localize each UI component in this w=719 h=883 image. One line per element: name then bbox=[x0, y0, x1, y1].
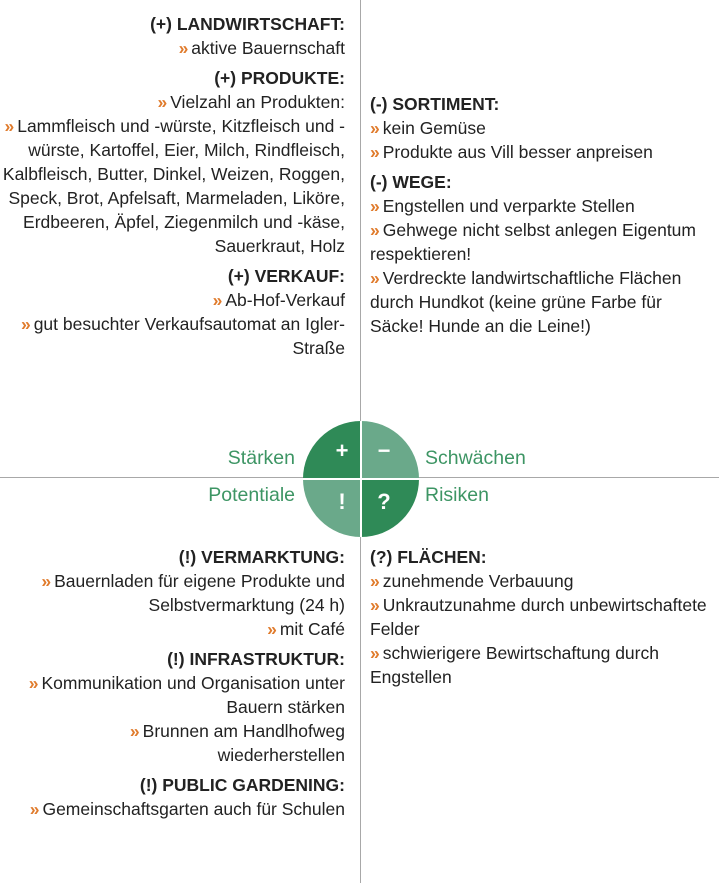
item-text: kein Gemüse bbox=[382, 118, 486, 138]
section bbox=[370, 170, 715, 338]
list-item bbox=[0, 617, 345, 641]
list-item bbox=[370, 140, 715, 164]
label-risks: Risiken bbox=[425, 484, 489, 506]
bullet-marker: » bbox=[370, 571, 380, 591]
list-item bbox=[370, 593, 715, 641]
item-text: schwierigere Bewirtschaftung durch Engstellen bbox=[370, 643, 659, 687]
item-text: Vielzahl an Produkten: bbox=[170, 92, 345, 112]
item-text: Verdreckte landwirtschaftliche Flächen durch Hundkot (keine grüne Farbe für Säcke! Hunde an die Leine!) bbox=[370, 268, 682, 336]
section-heading: (+) PRODUKTE: bbox=[214, 68, 345, 88]
list-item bbox=[370, 569, 715, 593]
section bbox=[0, 545, 345, 641]
list-item bbox=[370, 116, 715, 140]
quadrant-weaknesses bbox=[370, 92, 715, 344]
list-item bbox=[0, 312, 345, 360]
label-potentials: Potentiale bbox=[208, 484, 295, 506]
bullet-marker: » bbox=[4, 116, 15, 136]
list-item bbox=[0, 719, 345, 767]
question-symbol: ? bbox=[377, 489, 391, 514]
bullet-marker: » bbox=[20, 314, 31, 334]
bullet-marker: » bbox=[29, 799, 40, 819]
label-strengths: Stärken bbox=[227, 447, 295, 469]
section bbox=[0, 12, 345, 60]
bullet-marker: » bbox=[267, 619, 277, 639]
section bbox=[0, 264, 345, 360]
section bbox=[0, 66, 345, 258]
bullet-marker: » bbox=[178, 38, 189, 58]
item-text: Bauernladen für eigene Produkte und Selbstvermarktung (24 h) bbox=[54, 571, 345, 615]
item-text: Engstellen und verparkte Stellen bbox=[382, 196, 635, 216]
section bbox=[0, 773, 345, 821]
bullet-marker: » bbox=[370, 595, 380, 615]
bullet-marker: » bbox=[28, 673, 39, 693]
quadrant-strengths bbox=[0, 12, 345, 366]
list-item bbox=[370, 266, 715, 338]
bullet-marker: » bbox=[157, 92, 168, 112]
list-item bbox=[0, 797, 345, 821]
bullet-marker: » bbox=[370, 196, 380, 216]
section-heading: (!) PUBLIC GARDENING: bbox=[139, 775, 345, 795]
item-text: gut besuchter Verkaufsautomat an Igler-Straße bbox=[33, 314, 345, 358]
item-text: Lammfleisch und -würste, Kitzfleisch und -würste, Kartoffel, Eier, Milch, Rindfleisch, Kalbfleisch, Butter, Dinkel, Weizen, Roggen, Speck, Brot, Apfelsaft, Marmeladen, Liköre, Erdbeeren, Äpfel, Ziegenmilch und -käse, Sauerkraut, Holz bbox=[2, 116, 345, 256]
swot-center-circle bbox=[303, 421, 419, 537]
section-heading: (-) SORTIMENT: bbox=[370, 94, 500, 114]
item-text: aktive Bauernschaft bbox=[191, 38, 345, 58]
item-text: Produkte aus Vill besser anpreisen bbox=[382, 142, 653, 162]
list-item bbox=[370, 218, 715, 266]
section-heading: (?) FLÄCHEN: bbox=[370, 547, 487, 567]
list-item bbox=[0, 90, 345, 114]
item-text: Ab-Hof-Verkauf bbox=[225, 290, 345, 310]
item-text: Kommunikation und Organisation unter Bauern stärken bbox=[41, 673, 345, 717]
bullet-marker: » bbox=[129, 721, 140, 741]
item-text: Brunnen am Handlhofweg wiederherstellen bbox=[142, 721, 345, 765]
list-item bbox=[0, 671, 345, 719]
item-text: zunehmende Verbauung bbox=[382, 571, 574, 591]
plus-symbol: + bbox=[335, 438, 349, 463]
item-text: Gehwege nicht selbst anlegen Eigentum respektieren! bbox=[370, 220, 696, 264]
bullet-marker: » bbox=[370, 643, 380, 663]
list-item bbox=[370, 194, 715, 218]
bullet-marker: » bbox=[370, 142, 380, 162]
section-heading: (+) VERKAUF: bbox=[227, 266, 345, 286]
section-heading: (!) VERMARKTUNG: bbox=[178, 547, 345, 567]
list-item bbox=[0, 114, 345, 258]
bullet-marker: » bbox=[370, 220, 380, 240]
list-item bbox=[0, 569, 345, 617]
bullet-marker: » bbox=[41, 571, 52, 591]
bullet-marker: » bbox=[370, 268, 380, 288]
bullet-marker: » bbox=[370, 118, 380, 138]
section-heading: (-) WEGE: bbox=[370, 172, 452, 192]
exclamation-symbol: ! bbox=[338, 489, 346, 514]
quadrant-potentials bbox=[0, 545, 345, 827]
minus-symbol: − bbox=[377, 438, 391, 463]
section-heading: (+) LANDWIRTSCHAFT: bbox=[150, 14, 345, 34]
item-text: Unkrautzunahme durch unbewirtschaftete Felder bbox=[370, 595, 707, 639]
section bbox=[370, 545, 715, 689]
list-item bbox=[370, 641, 715, 689]
list-item bbox=[0, 288, 345, 312]
section bbox=[370, 92, 715, 164]
item-text: Gemeinschaftsgarten auch für Schulen bbox=[42, 799, 345, 819]
bullet-marker: » bbox=[212, 290, 223, 310]
label-weaknesses: Schwächen bbox=[425, 447, 526, 469]
list-item bbox=[0, 36, 345, 60]
section bbox=[0, 647, 345, 767]
item-text: mit Café bbox=[279, 619, 345, 639]
section-heading: (!) INFRASTRUKTUR: bbox=[167, 649, 345, 669]
quadrant-risks bbox=[370, 545, 715, 695]
